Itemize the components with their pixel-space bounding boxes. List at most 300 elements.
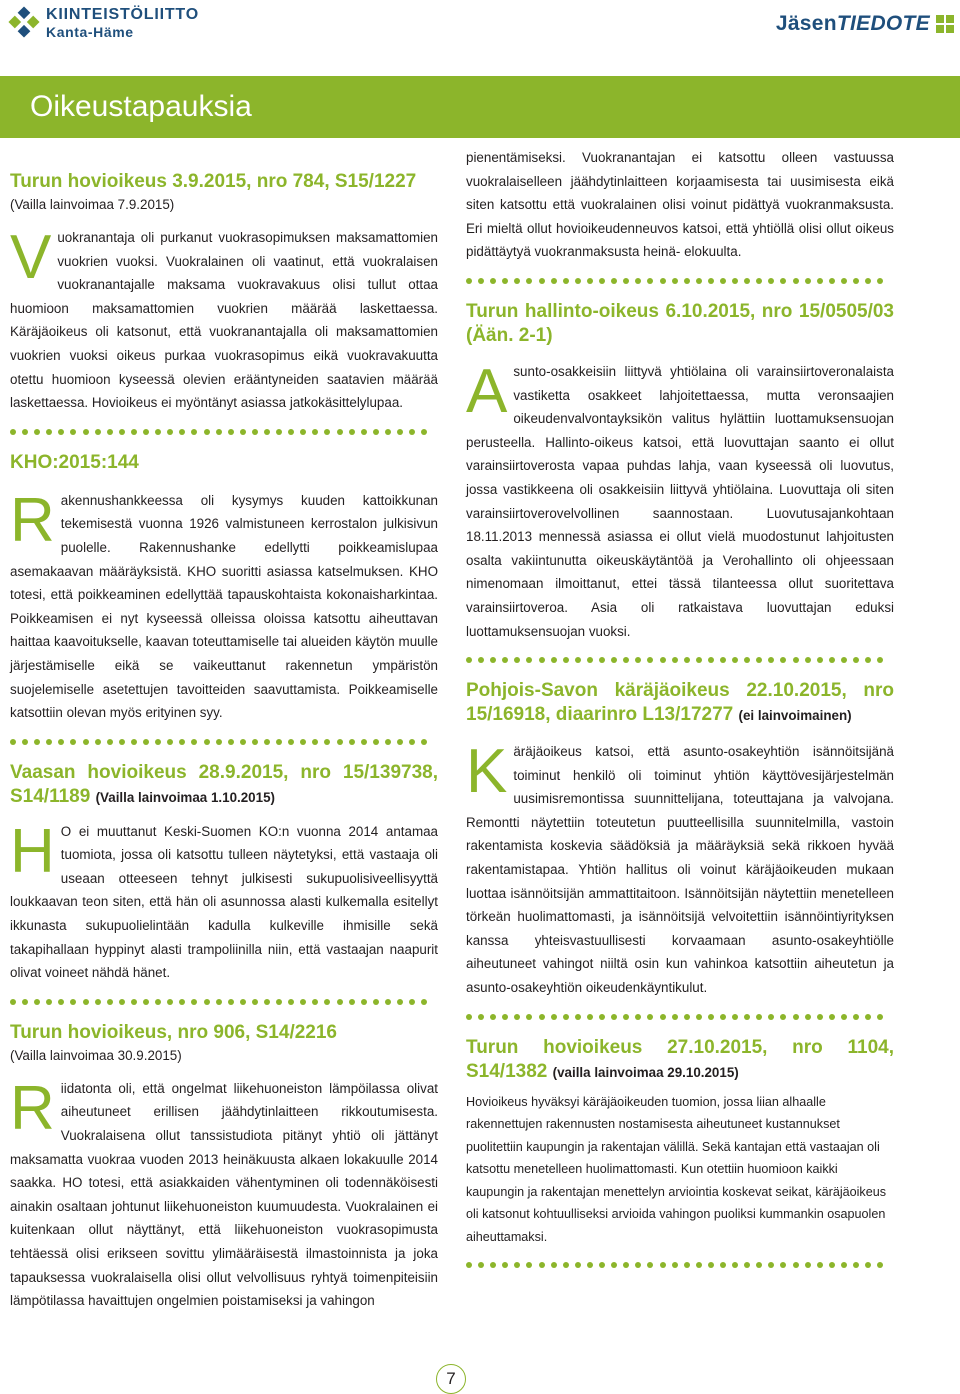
divider-dot [373,429,379,435]
divider-dot [478,1014,484,1020]
divider-dot [647,657,653,663]
divider-dot [877,1262,883,1268]
divider-dot [514,1014,520,1020]
divider-dot [252,999,258,1005]
divider-dot [841,278,847,284]
divider-dot [179,739,185,745]
divider-dot [551,278,557,284]
divider-dot [793,278,799,284]
divider-dot [684,278,690,284]
divider-dot [865,278,871,284]
divider-dot [660,657,666,663]
divider-dot [216,739,222,745]
case-body [466,737,894,1000]
divider-dot [143,999,149,1005]
divider-dot [551,657,557,663]
divider-dot [768,657,774,663]
divider-dot [264,739,270,745]
divider-dot [720,1014,726,1020]
divider-dot [635,1014,641,1020]
divider-dot [744,657,750,663]
case-title: Turun hovioikeus, nro 906, S14/2216 [10,1021,337,1043]
org-region: Kanta-Häme [46,24,134,40]
org-name: KIINTEISTÖLIITTO [46,6,199,23]
case-text: akennushankkeessa oli kysymys kuuden kattoikkunan tekemisestä vuonna 1926 valmistuneen kerrostalon julkisivun puolelle. Rakennushanke edellytti poikkeamislupaa asemakaavan määräyksistä. KHO suoritti asiassa katselmuksen. KHO totesi, että poikkeaminen edellyttää tapauskohtaista kokonaisharkintaa. Poikkeamisen ei nyt kyseessä olleissa oloissa katsottu aiheuttavan haittaa kaavoitukselle, kaavan toteuttamiselle tai alueiden käytön muulle järjestämiselle eikä se vaikeuttanut rakennetun ympäristön suojelemiselle asetettujen tavoitteiden saavuttamista. Poikkeamiselle katsottiin olevan myös erityinen syy. [10,492,438,721]
divider-dot [337,999,343,1005]
divider-dot [478,278,484,284]
divider-dot [756,1014,762,1020]
divider-dot [635,657,641,663]
divider-dot [829,1262,835,1268]
divider-dot [312,999,318,1005]
divider-dot [805,1262,811,1268]
divider-dot [865,657,871,663]
divider-dot [252,429,258,435]
divider-dot [478,1262,484,1268]
case-text: sunto-osakkeisiin liittyvä yhtiölaina oli varainsiirtoveronalaista vastiketta osakkeet lahjoitettaessa, mutta veronsaajien oikeudenvalvontayksikön valitus hylättiin luottamuksensuojan perusteella. Hallinto-oikeus katsoi, että luovuttajan saanto ei ollut varainsiirtoverosta vapaa puhdas lahja, vaan kyseessä oli luovutus, jossa vastikkeena oli osakkeisiin liittyvä yhtiölaina. Luovuttaja oli siten varainsiirtoverovelvollinen saannostaan. Luovutusajankohtaan 18.11.2013 mennessä asiassa ei ollut vielä muodostunut lahjoitusten osalta vakiintunutta oikeuskäytäntöä ja Verohallinto oli ohjeessaan nimenomaan ilmoittanut, ettei tässä tilanteessa ollut suoritettava varainsiirtoveroa. Asia oli ratkaistava luovuttajan eduksi luottamuksensuojan vuoksi. [466,363,894,639]
divider-dot [793,657,799,663]
divider-dot [107,999,113,1005]
divider-dot [865,1014,871,1020]
divider-dot [563,1262,569,1268]
divider-dot [599,1014,605,1020]
divider-dot [107,739,113,745]
case-text: iidatonta oli, että ongelmat liikehuoneiston lämpöilassa olivat aiheutuneet erillisen jäähdytinlaitteen rikkoutumisesta. Vuokralaisena ollut tanssistudiota pitänyt yhtiö oli jättänyt maksamatta vuokraa vuoden 2013 heinäkuusta alkaen lokakuulle 2014 saakka. HO totesi, että asiakkaiden vähentyminen oli todennäköisesti ainakin osaltaan johtunut liikehuoneiston kuumuudesta. Vuokralainen ei kuitenkaan ollut näyttänyt, että liikehuoneiston vuokrasopimusta tehtäessä olisi erikseen sovittu ylimääräisestä ilmastoinnista ja joka tapauksessa vuokralaisella olisi ollut velvollisuus ryhtyä toimenpiteisiin lämpötilassa havaittujen ongelmien poistamiseksi ja vahingon [10,1080,438,1309]
case-title-text: Pohjois-Savon käräjäoikeus 22.10.2015, nro 15/16918, diaarinro L13/17277 [466,680,894,726]
divider-dot [539,657,545,663]
divider-dot [397,429,403,435]
divider-dot [107,429,113,435]
divider-dot [95,429,101,435]
divider-dot [708,1014,714,1020]
case-title: Turun hovioikeus 3.9.2015, nro 784, S15/1227 [10,171,417,192]
divider-dot [409,999,415,1005]
divider-dot [817,657,823,663]
case-title [466,679,894,728]
divider-dot [575,278,581,284]
newsletter-brand [776,12,930,36]
divider-dot [179,999,185,1005]
org-logo [8,6,199,40]
case-body [10,485,438,725]
divider-dot [599,278,605,284]
case-body [10,223,438,415]
divider-dot [83,739,89,745]
dotted-divider [10,737,438,747]
divider-dot [514,657,520,663]
divider-dot [490,278,496,284]
divider-dot [324,739,330,745]
divider-dot [744,1014,750,1020]
divider-dot [611,1262,617,1268]
divider-dot [70,739,76,745]
divider-dot [780,1014,786,1020]
case-body: Hovioikeus hyväksyi käräjäoikeuden tuomion, jossa liian alhaalle rakennettujen rakennusten nostamisesta aiheutuneet kustannukset puolitettiin kaupungin ja rakentajan välillä. Sekä kantajan että vastaajan oli katsottu menetelleen huolimattomasti. Kun otettiin huomioon kaikki kaupungin ja rakentajan menettelyn arviointia koskevat seikat, käräjäoikeus oli katsonut kohtuulliseksi arvioida vahingon puoliksi kummankin osapuolen aiheuttamaksi. [466,1094,887,1244]
divider-dot [34,429,40,435]
divider-dot [865,1262,871,1268]
divider-dot [288,429,294,435]
divider-dot [744,1262,750,1268]
case-title [466,1036,894,1085]
divider-dot [732,278,738,284]
divider-dot [466,1262,472,1268]
divider-dot [361,429,367,435]
divider-dot [877,278,883,284]
divider-dot [684,1014,690,1020]
divider-dot [22,739,28,745]
divider-dot [720,1262,726,1268]
case-title: KHO:2015:144 [10,451,139,473]
divider-dot [660,278,666,284]
divider-dot [373,999,379,1005]
divider-dot [647,1014,653,1020]
divider-dot [119,429,125,435]
plus-grid-icon [936,15,954,33]
divider-dot [526,1014,532,1020]
divider-dot [780,1262,786,1268]
case-text: uokranantaja oli purkanut vuokrasopimuksen maksamattomien vuokrien vuoksi. Vuokralainen oli vaatinut, että vuokralaisen vuokranantajalle maksama vuokravakuus olisi tullut ottaa huomioon maksamattomien vuokrien määrää laskettaessa. Käräjäoikeus oli katsonut, että vuokranantajalla oli maksamattomien vuokrien vuoksi oikeus purkaa vuokrasopimus eikä vuokravakuutta otettu huomioon kyseessä olevien erääntyneiden saatavien määrää laskettaessa. Hovioikeus ei myöntänyt asiassa jatkokäsittelylupaa. [10,230,438,411]
divider-dot [526,657,532,663]
divider-dot [373,739,379,745]
drop-cap: H [10,816,55,886]
divider-dot [397,999,403,1005]
divider-dot [228,739,234,745]
divider-dot [539,278,545,284]
divider-dot [409,429,415,435]
divider-dot [672,1262,678,1268]
divider-dot [478,657,484,663]
divider-dot [324,999,330,1005]
divider-dot [385,999,391,1005]
divider-dot [853,1262,859,1268]
divider-dot [853,278,859,284]
section-banner [0,76,960,138]
drop-cap: A [466,356,508,426]
divider-dot [756,278,762,284]
divider-dot [46,429,52,435]
divider-dot [143,429,149,435]
right-column [466,146,894,1284]
case-body [10,1073,438,1313]
case-subtitle: (Vailla lainvoimaa 7.9.2015) [10,197,175,212]
divider-dot [34,999,40,1005]
divider-dot [696,1014,702,1020]
case-text: O ei muuttanut Keski-Suomen KO:n vuonna 2014 antamaa tuomiota, jossa oli katsottu tulleen näytetyksi, että vastaaja oli useaan otteeseen tehnyt julkisesti sukupuolisiveellisyyttä loukkaavan teon siten, että hän oli asunnossa alasti kulkemalla esitellyt ikkunasta sukupuolielintään kadulla kulkeville ihmisille sekä takapihallaan hyppinyt alasti trampoliinilla niin, että vastaajan naapurit olivat voineet nähdä hänet. [10,823,438,981]
divider-dot [204,739,210,745]
divider-dot [768,1262,774,1268]
divider-dot [660,1014,666,1020]
divider-dot [684,657,690,663]
divider-dot [793,1014,799,1020]
divider-dot [732,657,738,663]
divider-dot [312,429,318,435]
divider-dot [119,739,125,745]
divider-dot [672,1014,678,1020]
divider-dot [288,739,294,745]
divider-dot [240,429,246,435]
divider-dot [361,999,367,1005]
divider-dot [167,739,173,745]
divider-dot [167,999,173,1005]
divider-dot [635,1262,641,1268]
divider-dot [240,739,246,745]
diamond-logo-icon [8,6,40,38]
dotted-divider [466,655,894,665]
case-body [466,356,894,643]
divider-dot [611,1014,617,1020]
divider-dot [421,999,427,1005]
divider-dot [575,1014,581,1020]
divider-dot [526,278,532,284]
dotted-divider [466,276,894,286]
divider-dot [660,1262,666,1268]
divider-dot [397,739,403,745]
case-title-text: Vaasan hovioikeus 28.9.2015, nro 15/139738, S14/1189 [10,761,438,807]
divider-dot [276,429,282,435]
divider-dot [179,429,185,435]
divider-dot [708,1262,714,1268]
divider-dot [490,1262,496,1268]
case-subtitle: (Vailla lainvoimaa 1.10.2015) [95,789,275,805]
divider-dot [563,278,569,284]
divider-dot [58,429,64,435]
drop-cap: V [10,223,52,292]
divider-dot [95,739,101,745]
divider-dot [131,429,137,435]
divider-dot [490,1014,496,1020]
divider-dot [647,278,653,284]
divider-dot [696,278,702,284]
drop-cap: R [10,1073,55,1143]
divider-dot [817,1262,823,1268]
divider-dot [361,739,367,745]
divider-dot [58,739,64,745]
divider-dot [22,429,28,435]
divider-dot [563,657,569,663]
divider-dot [349,429,355,435]
divider-dot [526,1262,532,1268]
divider-dot [539,1262,545,1268]
drop-cap: R [10,485,55,555]
case-title-text: Turun hovioikeus 27.10.2015, nro 1104, S14/1382 [466,1036,894,1082]
divider-dot [264,429,270,435]
divider-dot [551,1014,557,1020]
divider-dot [672,657,678,663]
divider-dot [611,278,617,284]
divider-dot [841,657,847,663]
divider-dot [732,1262,738,1268]
divider-dot [502,278,508,284]
divider-dot [817,1014,823,1020]
case-subtitle: (ei lainvoimainen) [738,708,852,724]
divider-dot [324,429,330,435]
divider-dot [768,278,774,284]
divider-dot [502,657,508,663]
left-column [10,170,438,1313]
brand-part-b: TIEDOTE [836,12,930,35]
divider-dot [853,1014,859,1020]
divider-dot [780,657,786,663]
divider-dot [385,739,391,745]
divider-dot [514,1262,520,1268]
divider-dot [10,999,16,1005]
divider-dot [228,429,234,435]
divider-dot [708,657,714,663]
divider-dot [635,278,641,284]
divider-dot [131,739,137,745]
divider-dot [10,429,16,435]
divider-dot [466,278,472,284]
case-text: äräjäoikeus katsoi, että asunto-osakeyhtiön isännöitsijänä toiminut henkilö oli toiminut yhtiön käyttövesijärjestelmän uusimisremontissa suunnittelijana, toteuttajana ja valvojana. Remontti näytettiin toteutetun puutteellisilla suunnitelmilla, vastoin rakentamista koskevia säädöksiä ja määräyksiä sekä rikkoen hyvää rakentamistapaa. Yhtiön hallitus oli voinut käräjäoikeuden mukaan luottaa isännöitsijän ammattitaitoon. Isännöitsijän näytettiin menetelleen törkeän huolimattomasti, ja isännöitsijä velvoitettiin isännöintiyrityksen kanssa yhteisvastuullisesti korvaamaan asunto-osakeyhtiölle aiheutuneet vahingot niiltä osin kun vahinkoa katsottiin aiheutetun ja asunto-osakeyhtiön oikeudenkäyntikulut. [466,744,894,996]
divider-dot [623,1262,629,1268]
divider-dot [216,429,222,435]
divider-dot [720,278,726,284]
divider-dot [312,739,318,745]
divider-dot [191,999,197,1005]
divider-dot [587,1262,593,1268]
divider-dot [647,1262,653,1268]
divider-dot [793,1262,799,1268]
banner-title: Oikeustapauksia [30,90,252,123]
divider-dot [877,1014,883,1020]
divider-dot [337,739,343,745]
divider-dot [768,1014,774,1020]
case-body [10,816,438,985]
divider-dot [409,739,415,745]
divider-dot [191,739,197,745]
divider-dot [70,999,76,1005]
divider-dot [155,999,161,1005]
case-subtitle: (Vailla lainvoimaa 30.9.2015) [10,1047,182,1063]
divider-dot [46,999,52,1005]
divider-dot [780,278,786,284]
divider-dot [276,739,282,745]
divider-dot [167,429,173,435]
divider-dot [421,739,427,745]
divider-dot [502,1014,508,1020]
divider-dot [300,999,306,1005]
divider-dot [829,1014,835,1020]
divider-dot [623,657,629,663]
divider-dot [490,657,496,663]
divider-dot [599,657,605,663]
divider-dot [587,278,593,284]
divider-dot [672,278,678,284]
divider-dot [599,1262,605,1268]
divider-dot [708,278,714,284]
divider-dot [805,1014,811,1020]
divider-dot [83,999,89,1005]
divider-dot [756,657,762,663]
divider-dot [696,657,702,663]
divider-dot [829,278,835,284]
divider-dot [288,999,294,1005]
continued-text: pienentämiseksi. Vuokranantajan ei katsottu olleen vastuussa vuokralaiselleen jäähdytinlaitteen korjaamisesta tai uusimisesta eikä siten katsottu että vuokralainen olisi voinut pidättyä vuokranmaksusta. Eri mieltä ollut hovioikeudenneuvos katsoi, että yhtiöllä olisi ollut oikeus pidättäytyä vuokranmaksusta heinä- elokuulta. [466,150,894,260]
divider-dot [623,1014,629,1020]
case-title: Turun hallinto-oikeus 6.10.2015, nro 15/0505/03 (Ään. 2-1) [466,300,894,346]
divider-dot [191,429,197,435]
divider-dot [563,1014,569,1020]
divider-dot [502,1262,508,1268]
divider-dot [841,1262,847,1268]
dotted-divider [10,997,438,1007]
divider-dot [22,999,28,1005]
divider-dot [58,999,64,1005]
divider-dot [119,999,125,1005]
divider-dot [228,999,234,1005]
divider-dot [877,657,883,663]
divider-dot [575,657,581,663]
divider-dot [684,1262,690,1268]
divider-dot [70,429,76,435]
dotted-divider [10,427,438,437]
divider-dot [853,657,859,663]
drop-cap: K [466,737,508,807]
divider-dot [46,739,52,745]
divider-dot [349,999,355,1005]
divider-dot [204,999,210,1005]
divider-dot [155,429,161,435]
divider-dot [95,999,101,1005]
divider-dot [720,657,726,663]
divider-dot [551,1262,557,1268]
divider-dot [337,429,343,435]
divider-dot [10,739,16,745]
case-subtitle: (vailla lainvoimaa 29.10.2015) [552,1064,739,1080]
divider-dot [805,657,811,663]
divider-dot [587,1014,593,1020]
divider-dot [252,739,258,745]
divider-dot [732,1014,738,1020]
divider-dot [805,278,811,284]
brand-part-a: Jäsen [775,12,837,35]
page-number: 7 [436,1364,466,1394]
divider-dot [155,739,161,745]
divider-dot [300,739,306,745]
divider-dot [587,657,593,663]
case-title [10,761,438,810]
divider-dot [276,999,282,1005]
divider-dot [611,657,617,663]
divider-dot [131,999,137,1005]
divider-dot [34,739,40,745]
divider-dot [623,278,629,284]
divider-dot [744,278,750,284]
divider-dot [216,999,222,1005]
divider-dot [841,1014,847,1020]
divider-dot [829,657,835,663]
divider-dot [143,739,149,745]
divider-dot [696,1262,702,1268]
divider-dot [466,1014,472,1020]
divider-dot [240,999,246,1005]
divider-dot [756,1262,762,1268]
divider-dot [539,1014,545,1020]
dotted-divider [466,1260,894,1270]
divider-dot [204,429,210,435]
divider-dot [514,278,520,284]
dotted-divider [466,1012,894,1022]
divider-dot [421,429,427,435]
divider-dot [466,657,472,663]
divider-dot [83,429,89,435]
divider-dot [300,429,306,435]
divider-dot [385,429,391,435]
divider-dot [349,739,355,745]
divider-dot [264,999,270,1005]
divider-dot [817,278,823,284]
divider-dot [575,1262,581,1268]
